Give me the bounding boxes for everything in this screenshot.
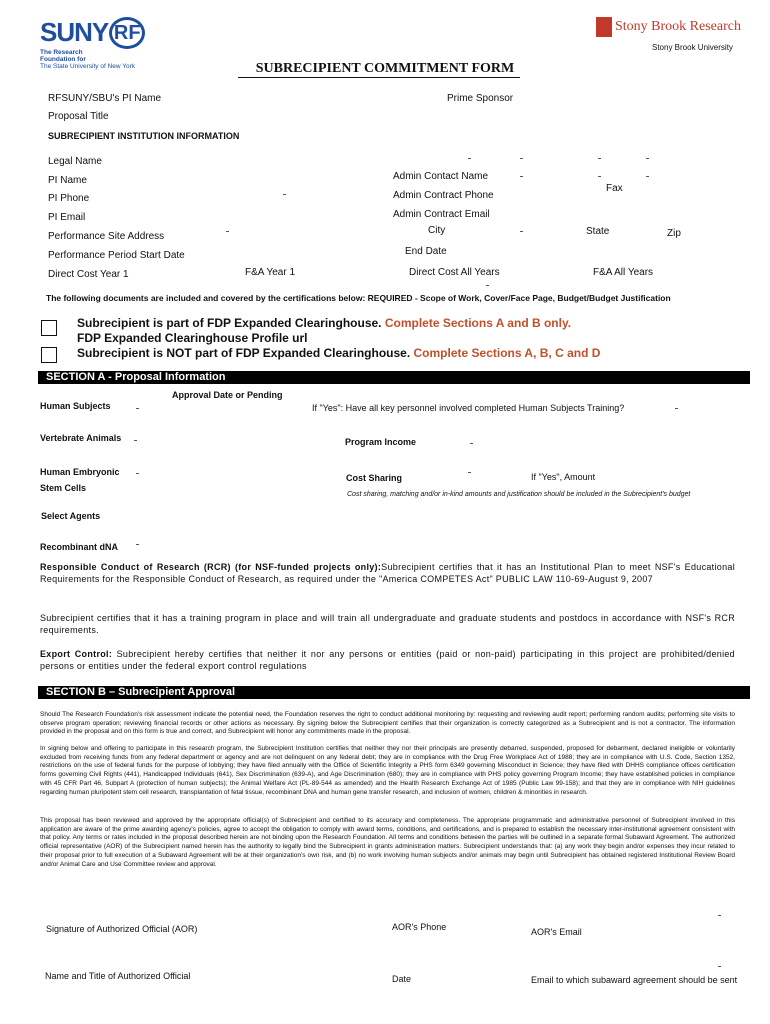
vertebrate-animals-label: Vertebrate Animals [40,433,122,443]
section-b-para-3: This proposal has been reviewed and approved by the appropriate official(s) of Subrecipient and certified to its accuracy and completeness. The appropriate programmatic and administrative personnel of Subrecipient involved in this application are aware of the prime awarding agency's policies, agree to accept the obligation to comply with award terms, conditions, and certifications, and is prepared to establish the necessary inter-institutional agreement consistent with that policy. Any terms or rates included in the proposal described herein are not binding upon the Research Foundation. All terms and conditions between the parties will be outlined in a separate formal Subaward Agreement. The authorized official representative (AOR) of the Subrecipient named herein has the authority to legally bind the Subrecipient in grants administration matters. Subrecipient understands that: (a) any work they begin and/or expenses they incur related to their proposal prior to full execution of a Subaward Agreement will be at their organization's own risk, and (b) no work involving human subjects and/or animals may begin until Subrecipient has obtained registered Institutional Review Board and/or Animal Care and Use Committee review and approval. [40,817,735,868]
prime-sponsor-label: Prime Sponsor [447,93,514,104]
field-tick [486,285,489,286]
rcr-paragraph [40,561,735,585]
performance-site-label: Performance Site Address [48,231,165,242]
section-b-header: SECTION B – Subrecipient Approval [38,686,750,699]
pi-phone-label: PI Phone [48,193,90,204]
fdp-option-1 [77,316,571,330]
name-title-label: Name and Title of Authorized Official [45,971,191,981]
fdp-member-checkbox[interactable] [41,320,57,336]
sbr-logo-text: Stony Brook Research [615,19,741,34]
human-embryonic-label: Human Embryonic [40,467,120,477]
cost-sharing-label: Cost Sharing [346,473,403,483]
suny-sub-line-3: The State University of New York [40,63,136,70]
field-tick [470,443,473,444]
city-label: City [428,225,446,236]
pi-name-field-label: PI Name [48,175,87,186]
documents-note: The following documents are included and covered by the certifications below: REQUIRED - Scope of Work, Cover/Face Page, Budget/Budget Justification [46,293,671,303]
fax-label: Fax [606,183,623,194]
fdp-non-member-checkbox[interactable] [41,347,57,363]
export-control-text: Subrecipient hereby certifies that neither it nor any persons or entities (paid or non-paid) participating in this project are prohibited/denied persons or entities under the federal export control regulations [40,649,735,671]
title-underline [238,77,520,78]
fdp-profile-url-label: FDP Expanded Clearinghouse Profile url [77,331,308,345]
period-start-label: Performance Period Start Date [48,250,185,261]
rcr-heading: Responsible Conduct of Research (RCR) (for NSF-funded projects only): [40,562,382,572]
section-b-para-1: Should The Research Foundation's risk assessment indicate the potential need, the Foundation reserves the right to conduct additional monitoring by: requesting and reviewing audit report; performing random audits; performing site visits to observe program operation; reviewing financial records or other actions as necessary. By signing below the Subrecipient certifies that their organization is correctly categorized as a Subrecipient and is not a contractor. The information provided in the proposal and on this form is true and correct, and Subrecipient will honor any commitments made in the proposal. [40,711,735,736]
aor-phone-label: AOR's Phone [392,922,447,932]
field-tick [520,231,523,232]
field-tick [136,408,139,409]
field-tick [134,440,137,441]
field-tick [283,194,286,195]
suny-sub-line-2: Foundation for [40,56,86,63]
suny-sub-line-1: The Research [40,49,83,56]
approval-date-label: Approval Date or Pending [172,390,283,400]
field-tick [468,472,471,473]
section-a-header: SECTION A - Proposal Information [38,371,750,384]
institution-info-heading: SUBRECIPIENT INSTITUTION INFORMATION [48,131,240,141]
fdp-option-2-text: Subrecipient is NOT part of FDP Expanded Clearinghouse. [77,346,411,360]
field-tick [675,408,678,409]
date-label: Date [392,974,412,984]
select-agents-label: Select Agents [41,511,101,521]
field-tick [598,176,601,177]
fdp-option-2 [77,346,600,360]
stony-brook-shield-icon [596,17,612,37]
stony-brook-university-label: Stony Brook University [652,43,733,52]
fdp-option-1-action: Complete Sections A and B only. [384,316,572,330]
email-sent-label: Email to which subaward agreement should be sent [531,975,738,985]
cost-sharing-note: Cost sharing, matching and/or in-kind amounts and justification should be included in the Subrecipient's budget [347,491,691,498]
admin-contact-name-label: Admin Contact Name [393,171,489,182]
admin-contract-phone-label: Admin Contract Phone [393,190,494,201]
fdp-option-2-action: Complete Sections A, B, C and D [413,346,601,360]
field-tick [520,176,523,177]
end-date-label: End Date [405,246,447,257]
aor-email-label: AOR's Email [531,927,582,937]
rcr-text: Subrecipient certifies that it has an Institutional Plan to meet NSF's Educational Requirements for the Responsible Conduct of Research, as required under the "America COMPETES Act" PUBLIC LAW 110-69-August 9, 2007 [40,562,735,584]
direct-cost-year1-label: Direct Cost Year 1 [48,269,129,280]
export-control-heading: Export Control: [40,649,113,659]
rf-logo-circle: RF [109,17,145,49]
stem-cells-label: Stem Cells [40,483,87,493]
field-tick [136,473,139,474]
field-tick [598,158,601,159]
fdp-option-1-text: Subrecipient is part of FDP Expanded Clearinghouse. [77,316,382,330]
training-paragraph: Subrecipient certifies that it has a training program in place and will train all undergraduate and graduate students and postdocs in accordance with NSF's RCR requirements. [40,613,735,635]
if-yes-amount-label: If "Yes", Amount [531,472,596,482]
suny-logo-text: SUNY [40,17,109,47]
pi-name-label: RFSUNY/SBU's PI Name [48,93,162,104]
fa-all-label: F&A All Years [593,267,654,278]
export-control-paragraph [40,648,735,672]
admin-contract-email-label: Admin Contract Email [393,209,490,220]
zip-label: Zip [667,228,681,239]
field-tick [646,176,649,177]
stony-brook-research-logo [596,17,741,37]
proposal-title-label: Proposal Title [48,111,109,122]
field-tick [136,544,139,545]
hs-training-question: If "Yes": Have all key personnel involved completed Human Subjects Training? [312,403,625,413]
program-income-label: Program Income [345,437,417,447]
field-tick [468,158,471,159]
state-label: State [586,226,610,237]
field-tick [718,966,721,967]
field-tick [646,158,649,159]
field-tick [718,915,721,916]
direct-cost-all-label: Direct Cost All Years [409,267,500,278]
form-title: SUBRECIPIENT COMMITMENT FORM [255,61,515,76]
signature-label: Signature of Authorized Official (AOR) [46,924,198,934]
pi-email-label: PI Email [48,212,86,223]
legal-name-label: Legal Name [48,156,102,167]
field-tick [520,158,523,159]
section-b-para-2: In signing below and offering to participate in this research program, the Subrecipient Institution certifies that neither they nor their principals are presently debarred, suspended, proposed for debarment, declared ineligible or voluntarily excluded from receiving funds from any federal department or agency and are not delinquent on any federal debt; they are in compliance with the Drug Free Workplace Act of 1988; they are in compliance with U.S. Code, Section 1352, restrictions on the use of federal funds for the purpose of lobbying; they have filed annually with the Office of Scientific Integrity a PHS form 6349 governing Misconduct in Science; they have filed with DHHS compliance offices certification forms governing Civil Rights (441), Handicapped Individuals (641), Sex Discrimination (639-A), and Age Discrimination (680); they are in compliance with PHS policy governing Program Income; they have established policies in compliance with 45 CFR Part 46, Subpart A (protection of human subjects); the Animal Welfare Act (PL-89-544 as amended) and the Health Research Exchange Act of 1985 (Public Law 99-158); and that they are in compliance with NIH guidelines regarding human pluripotent stem cell research, transplantation of fetal tissue, recombinant DNA and human gene transfer research, and inclusion of women, children & minorities in research. [40,745,735,796]
recombinant-dna-label: Recombinant dNA [40,542,119,552]
human-subjects-label: Human Subjects [40,401,111,411]
fa-year1-label: F&A Year 1 [245,267,296,278]
field-tick [226,231,229,232]
